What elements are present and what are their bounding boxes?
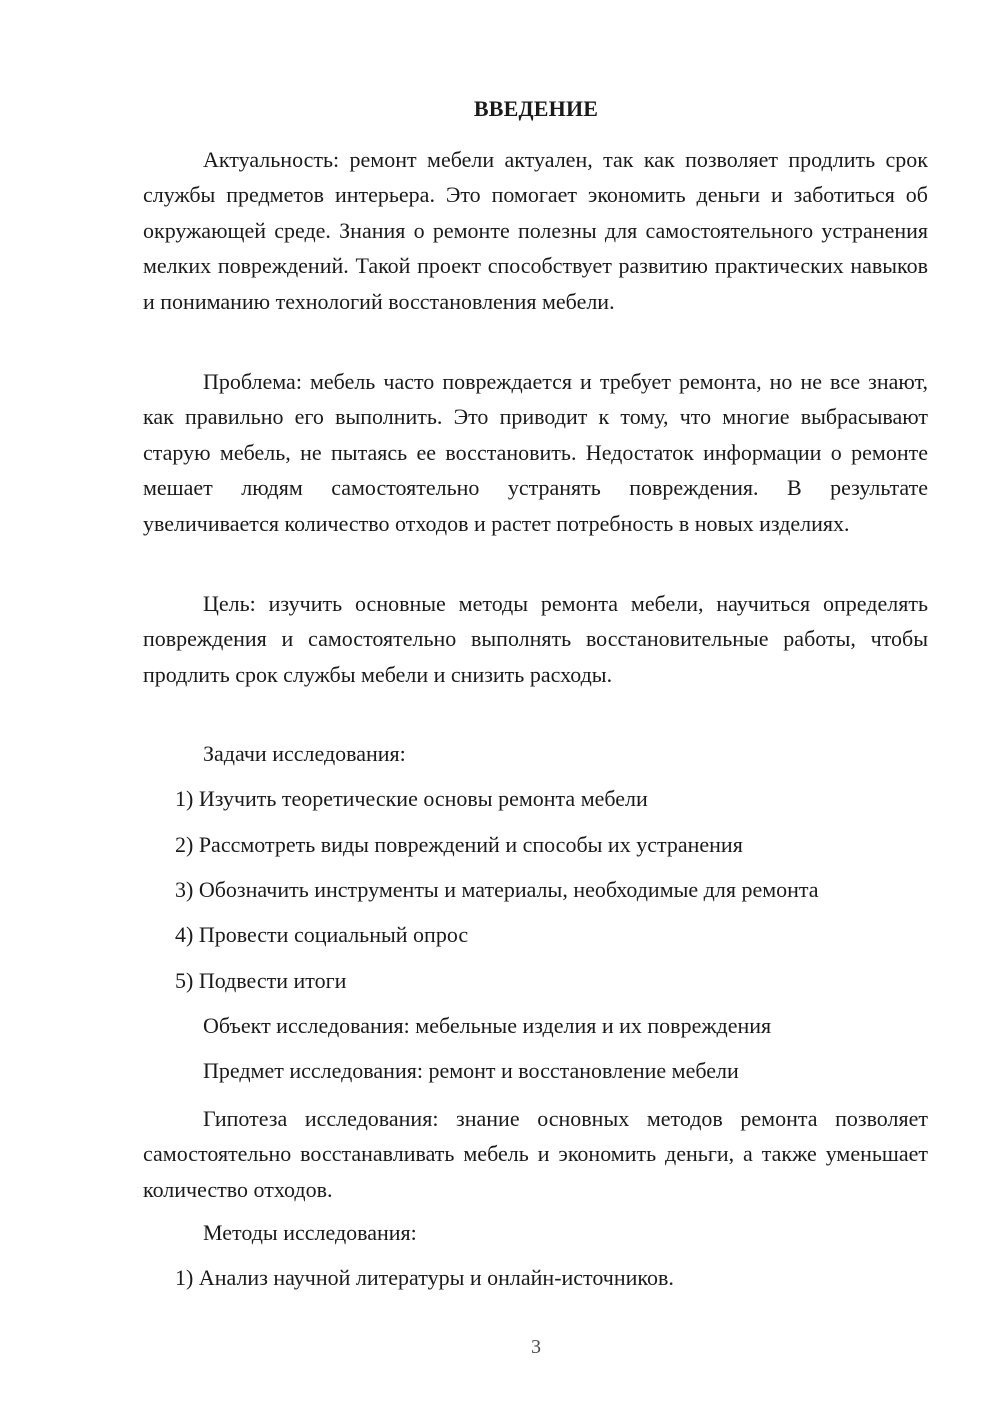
task-item: 1) Изучить теоретические основы ремонта мебели [175, 786, 648, 811]
page-number: 3 [531, 1336, 541, 1358]
problem-paragraph: Проблема: мебель часто повреждается и требует ремонта, но не все знают, как правильно его выполнить. Это приводит к тому, что многие выбрасывают старую мебель, не пытаясь ее восстановить. Недостаток информации о ремонте мешает людям самостоятельно устранять повреждения. В результате увеличивается количество отходов и растет потребность в новых изделиях. [143, 369, 928, 536]
methods-heading: Методы исследования: [203, 1220, 417, 1245]
task-item: 2) Рассмотреть виды повреждений и способы их устранения [175, 832, 743, 857]
goal-paragraph: Цель: изучить основные методы ремонта мебели, научиться определять повреждения и самостоятельно выполнять восстановительные работы, чтобы продлить срок службы мебели и снизить расходы. [143, 591, 928, 687]
task-item: 3) Обозначить инструменты и материалы, необходимые для ремонта [175, 877, 819, 902]
tasks-heading: Задачи исследования: [203, 741, 406, 766]
method-item: 1) Анализ научной литературы и онлайн-источников. [175, 1265, 674, 1290]
task-item: 4) Провести социальный опрос [175, 922, 469, 947]
relevance-paragraph: Актуальность: ремонт мебели актуален, так как позволяет продлить срок службы предметов интерьера. Это помогает экономить деньги и заботиться об окружающей среде. Знания о ремонте полезны для самостоятельного устранения мелких повреждений. Такой проект способствует развитию практических навыков и пониманию технологий восстановления мебели. [143, 147, 928, 314]
task-item: 5) Подвести итоги [175, 968, 347, 993]
hypothesis-paragraph: Гипотеза исследования: знание основных методов ремонта позволяет самостоятельно восстанавливать мебель и экономить деньги, а также уменьшает количество отходов. [143, 1106, 928, 1202]
section-heading: ВВЕДЕНИЕ [473, 96, 599, 121]
object-line: Объект исследования: мебельные изделия и их повреждения [203, 1013, 772, 1038]
subject-line: Предмет исследования: ремонт и восстановление мебели [203, 1058, 739, 1083]
